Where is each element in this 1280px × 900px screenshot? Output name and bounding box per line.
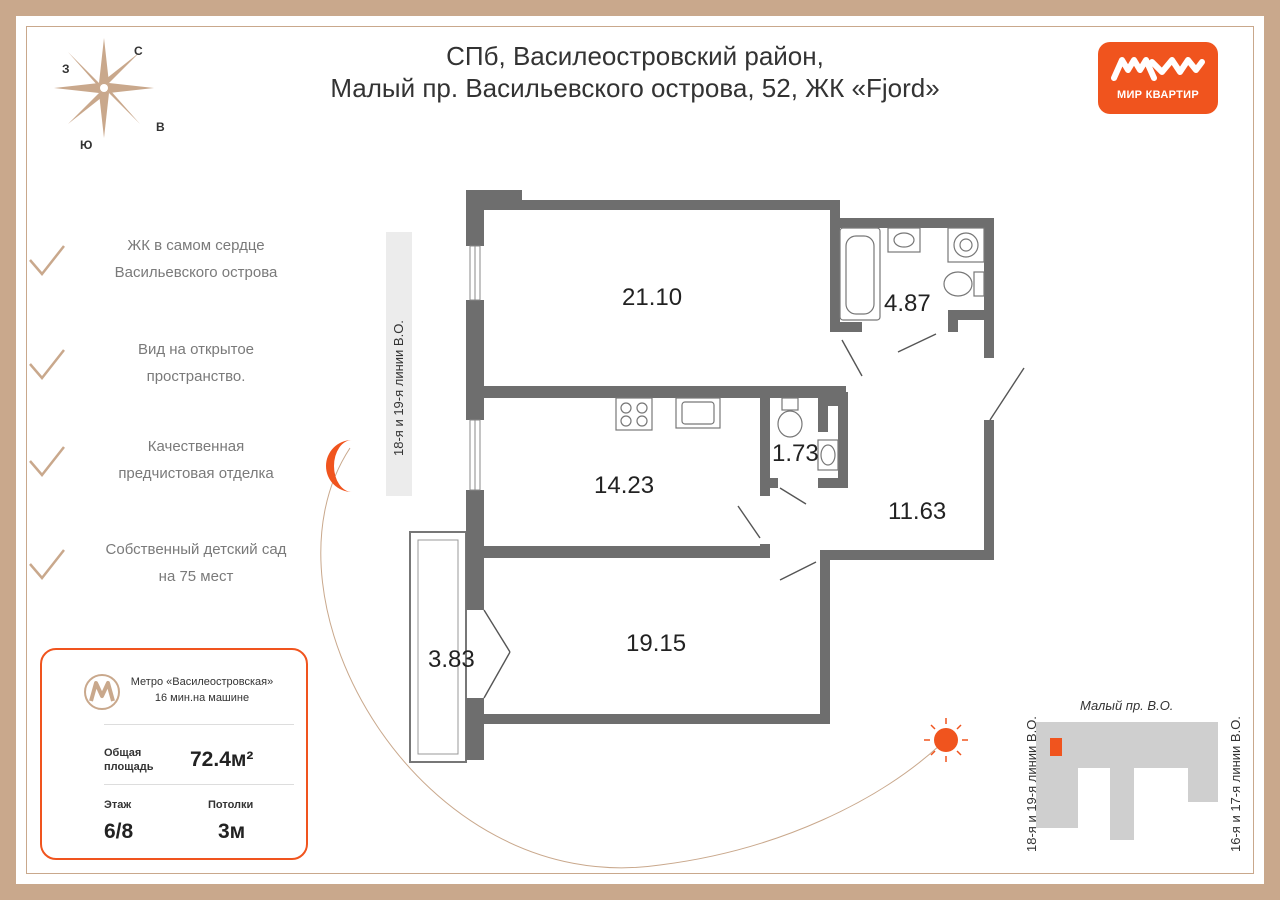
site-map-street-left: 18-я и 19-я линии В.О. bbox=[1024, 716, 1039, 852]
compass-west: З bbox=[62, 62, 70, 76]
walls bbox=[466, 190, 994, 760]
floor-value: 6/8 bbox=[104, 820, 134, 843]
room-area-bathroom: 4.87 bbox=[884, 290, 931, 317]
room-area-living: 21.10 bbox=[622, 284, 683, 311]
site-map-street-right: 16-я и 17-я линии В.О. bbox=[1228, 716, 1243, 852]
feature-line-1: Вид на открытое bbox=[137, 341, 255, 358]
moon-icon bbox=[326, 440, 352, 492]
metro-time: 16 мин.на машине bbox=[154, 692, 250, 704]
feature-line-1: Качественная bbox=[147, 438, 245, 455]
site-map bbox=[1036, 722, 1218, 840]
compass-south: Ю bbox=[80, 138, 93, 152]
feature-line-2: Васильевского острова bbox=[114, 264, 278, 281]
room-area-wc: 1.73 bbox=[772, 440, 819, 467]
logo-caption: МИР КВАРТИР bbox=[1117, 89, 1199, 101]
floor-label: Этаж bbox=[104, 799, 132, 811]
ceiling-value: 3м bbox=[218, 820, 246, 843]
sun-icon bbox=[924, 718, 968, 762]
address-line-1: СПб, Василеостровский район, bbox=[446, 41, 824, 71]
fixtures bbox=[616, 228, 984, 470]
area-value: 72.4м² bbox=[190, 748, 254, 771]
room-area-balcony: 3.83 bbox=[428, 646, 475, 673]
street-label-west: 18-я и 19-я линии В.О. bbox=[391, 320, 406, 456]
feature-line-1: ЖК в самом сердце bbox=[127, 237, 265, 254]
feature-line-1: Собственный детский сад bbox=[105, 541, 287, 558]
room-area-kitchen: 14.23 bbox=[594, 472, 655, 499]
compass-east: В bbox=[156, 120, 165, 134]
feature-line-2: предчистовая отделка bbox=[118, 465, 274, 482]
room-area-bedroom: 19.15 bbox=[626, 630, 687, 657]
room-area-hall: 11.63 bbox=[888, 498, 947, 525]
feature-line-2: на 75 мест bbox=[158, 568, 234, 585]
ceiling-label: Потолки bbox=[208, 799, 254, 811]
feature-line-2: пространство. bbox=[146, 368, 246, 385]
compass-north: С bbox=[134, 44, 143, 58]
metro-name: Метро «Василеостровская» bbox=[130, 676, 274, 688]
apartment-marker bbox=[1050, 738, 1062, 756]
address-line-2: Малый пр. Васильевского острова, 52, ЖК «Fjord» bbox=[330, 73, 940, 103]
area-label: Общая площадь bbox=[104, 747, 154, 773]
site-map-street-top: Малый пр. В.О. bbox=[1080, 698, 1174, 713]
